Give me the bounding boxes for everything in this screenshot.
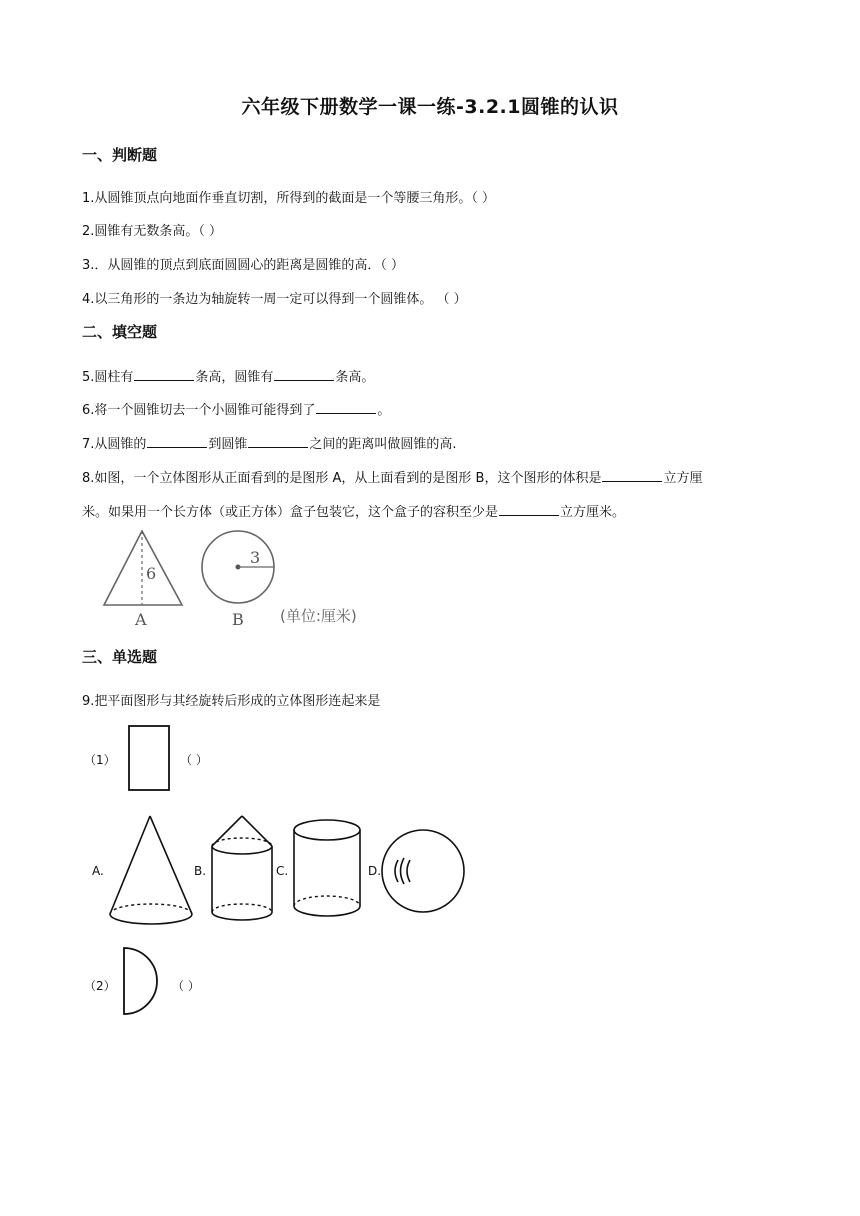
- triangle-figure-a: [104, 531, 182, 605]
- part-2-label: （2）: [84, 979, 116, 993]
- question-6-part-a: 6.将一个圆锥切去一个小圆锥可能得到了: [82, 403, 316, 418]
- question-8-part-a: 8.如图，一个立体图形从正面看到的是图形 A，从上面看到的是图形 B，这个图形的体积是: [82, 471, 602, 486]
- question-8-line-2: [82, 501, 625, 520]
- question-8-part-c: 米。如果用一个长方体（或正方体）盒子包装它，这个盒子的容积至少是: [82, 505, 499, 520]
- question-7-part-c: 之间的距离叫做圆锥的高.: [309, 437, 457, 452]
- answer-blank[interactable]: [499, 503, 559, 516]
- question-7-part-b: 到圆锥: [208, 437, 248, 452]
- question-4: 4.以三角形的一条边为轴旋转一周一定可以得到一个圆锥体。 （ ）: [82, 292, 467, 307]
- answer-blank[interactable]: [316, 401, 376, 414]
- answer-blank[interactable]: [274, 368, 334, 381]
- part-2-answer-blank[interactable]: （ ）: [172, 979, 200, 993]
- section-true-false: 一、判断题: [82, 146, 158, 164]
- section-multiple-choice: 三、单选题: [82, 648, 158, 666]
- question-5-part-a: 5.圆柱有: [82, 370, 134, 385]
- semicircle-shape: [122, 946, 162, 1018]
- unit-label: (单位:厘米): [280, 607, 357, 625]
- answer-blank[interactable]: [602, 469, 662, 482]
- question-5-part-c: 条高。: [335, 370, 375, 385]
- question-2: 2.圆锥有无数条高。（ ）: [82, 224, 223, 239]
- question-7-part-a: 7.从圆锥的: [82, 437, 147, 452]
- option-c-label[interactable]: C.: [276, 864, 289, 878]
- radius-label: 3: [250, 548, 261, 567]
- rectangle-shape: [128, 725, 172, 793]
- figure-b-label: B: [232, 610, 244, 629]
- answer-blank[interactable]: [147, 435, 207, 448]
- figure-a-label: A: [135, 610, 147, 629]
- question-8-line-1: [82, 467, 703, 486]
- question-7: [82, 433, 457, 452]
- cone-figure: [106, 814, 198, 928]
- question-6: [82, 399, 390, 418]
- sphere-figure: [380, 828, 468, 916]
- question-5-part-b: 条高，圆锥有: [195, 370, 274, 385]
- question-8-part-d: 立方厘米。: [560, 505, 626, 520]
- question-3: 3.．从圆锥的顶点到底面圆圆心的距离是圆锥的高．（ ）: [82, 258, 405, 273]
- answer-blank[interactable]: [248, 435, 308, 448]
- answer-blank[interactable]: [134, 368, 194, 381]
- question-8-part-b: 立方厘: [663, 471, 703, 486]
- question-1: 1.从圆锥顶点向地面作垂直切割，所得到的截面是一个等腰三角形。（ ）: [82, 191, 496, 206]
- cylinder-figure: [292, 818, 364, 924]
- figure-8: [96, 525, 406, 633]
- page-title: 六年级下册数学一课一练-3.2.1圆锥的认识: [241, 96, 619, 118]
- section-fill-blank: 二、填空题: [82, 323, 158, 341]
- question-9: 9.把平面图形与其经旋转后形成的立体图形连起来是: [82, 694, 381, 709]
- option-a-label[interactable]: A.: [92, 864, 104, 878]
- part-1-answer-blank[interactable]: （ ）: [180, 753, 208, 767]
- question-6-part-b: 。: [377, 403, 391, 418]
- height-label: 6: [146, 564, 157, 583]
- question-5: [82, 366, 374, 385]
- cone-on-cylinder-figure: [208, 814, 278, 928]
- option-d-label[interactable]: D.: [368, 864, 382, 878]
- part-1-label: （1）: [84, 753, 116, 767]
- option-b-label[interactable]: B.: [194, 864, 207, 878]
